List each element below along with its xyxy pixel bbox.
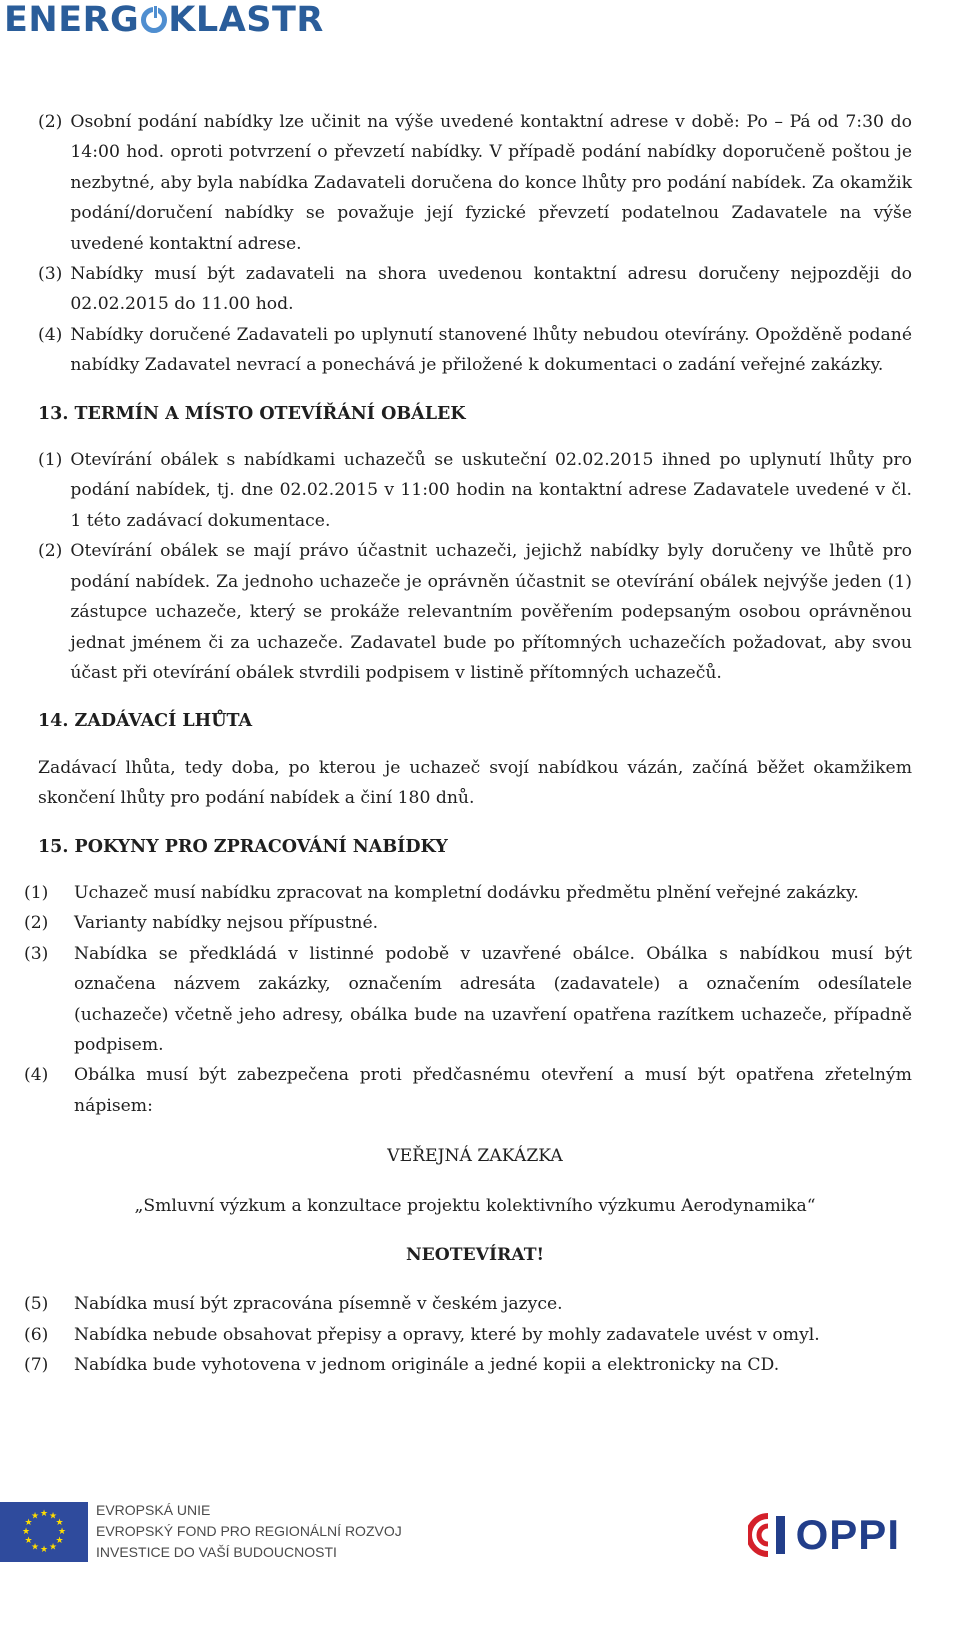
- svg-text:★: ★: [21, 1527, 31, 1537]
- oppi-logo: [748, 1510, 900, 1560]
- svg-text:★: ★: [39, 1545, 49, 1555]
- item-number: (4): [24, 1065, 49, 1086]
- item-text: Obálka musí být zabezpečena proti předčasnému otevření a musí být opatřena zřetelným nápisem:: [74, 1065, 912, 1116]
- svg-text:★: ★: [24, 1536, 33, 1546]
- item-number: (4): [38, 324, 63, 345]
- eu-line: INVESTICE DO VAŠÍ BUDOUCNOSTI: [96, 1544, 337, 1560]
- section-15-list: [24, 878, 912, 1121]
- item-number: (5): [24, 1294, 49, 1315]
- oppi-mark-icon: [748, 1510, 792, 1560]
- item-text: Nabídky musí být zadavateli na shora uvedenou kontaktní adresu doručeny nejpozději do 02.02.2015 do 11.00 hod.: [70, 264, 912, 315]
- section-14-heading: 14. ZADÁVACÍ LHŮTA: [38, 711, 253, 732]
- eu-funding-text: [96, 1500, 402, 1563]
- item-number: (2): [38, 112, 63, 132]
- envelope-warning: NEOTEVÍRAT!: [405, 1245, 545, 1265]
- document-body: [24, 107, 912, 1381]
- item-number: (3): [38, 264, 63, 285]
- envelope-project-name: „Smluvní výzkum a konzultace projektu kolektivního výzkumu Aerodynamika“: [134, 1195, 816, 1216]
- list-item: [24, 939, 912, 1061]
- logo-text-part-2: KLASTR: [168, 0, 324, 40]
- eu-flag-icon: [0, 1502, 88, 1562]
- item-number: (3): [24, 943, 49, 964]
- svg-text:★: ★: [30, 1542, 40, 1553]
- item-number: (1): [24, 882, 49, 903]
- intro-list: [38, 107, 912, 381]
- svg-text:★: ★: [30, 1511, 40, 1522]
- item-number: (2): [38, 541, 63, 562]
- eu-line: EVROPSKÝ FOND PRO REGIONÁLNÍ ROZVOJ: [96, 1523, 402, 1539]
- energoklastr-logo: [4, 0, 324, 40]
- section-13-list: [38, 445, 912, 688]
- item-text: Uchazeč musí nabídku zpracovat na kompletní dodávku předmětu plnění veřejné zakázky.: [74, 882, 859, 903]
- item-number: (6): [24, 1324, 49, 1345]
- svg-text:★: ★: [48, 1511, 58, 1522]
- oppi-text: OPPI: [795, 1511, 900, 1558]
- svg-text:★: ★: [55, 1536, 64, 1546]
- item-text: Nabídka se předkládá v listinné podobě v uzavřené obálce. Obálka s nabídkou musí být označena názvem zakázky, označením adresáta (zadavatele) a označením odesílatele (uchazeče) včetně jeho adresy, obálka bude na uzavření opatřena razítkem uchazeče, případně podpisem.: [74, 943, 912, 1055]
- item-number: (2): [24, 913, 49, 934]
- list-item: [38, 320, 912, 381]
- svg-text:★: ★: [39, 1509, 49, 1519]
- item-text: Nabídky doručené Zadavateli po uplynutí stanovené lhůty nebudou otevírány. Opožděně podané nabídky Zadavatel nevrací a ponechává je přiložené k dokumentaci o zadání veřejné zakázky.: [70, 324, 912, 376]
- list-item: [24, 1289, 912, 1319]
- section-13-heading: 13. TERMÍN A MÍSTO OTEVÍŘÁNÍ OBÁLEK: [38, 403, 466, 424]
- item-text: Otevírání obálek s nabídkami uchazečů se uskuteční 02.02.2015 ihned po uplynutí lhůty pro podání nabídek, tj. dne 02.02.2015 v 11:00 hodin na kontaktní adrese Zadavatele uvedené v čl. 1 této zadávací dokumentace.: [70, 450, 912, 531]
- item-text: Otevírání obálek se mají právo účastnit uchazeči, jejichž nabídky byly doručeny ve lhůtě pro podání nabídek. Za jednoho uchazeče je oprávněn účastnit se otevírání obálek nejvýše jeden (1) zástupce uchazeče, který se prokáže relevantním pověřením podepsaným osobou oprávněnou jednat jménem či za uchazeče. Zadavatel bude po přítomných uchazečích požadovat, aby svou účast při otevírání obálek stvrdili podpisem v listině přítomných uchazečů.: [70, 541, 912, 683]
- svg-text:★: ★: [57, 1527, 67, 1537]
- svg-text:★: ★: [55, 1518, 64, 1528]
- section-15-list-continued: [24, 1289, 912, 1380]
- item-text: Osobní podání nabídky lze učinit na výše uvedené kontaktní adrese v době: Po – Pá od 7:30 do 14:00 hod. oproti potvrzení o převzetí nabídky. V případě podání nabídky doporučeně poštou je nezbytné, aby byla nabídka Zadavateli doručena do konce lhůty pro podání nabídek. Za okamžik podání/doručení nabídky se považuje její fyzické převzetí podatelnou Zadavatele na výše uvedené kontaktní adrese.: [70, 112, 912, 254]
- list-item: [24, 1320, 912, 1350]
- list-item: [38, 445, 912, 536]
- svg-text:★: ★: [24, 1518, 33, 1528]
- section-14-text: Zadávací lhůta, tedy doba, po kterou je uchazeč svojí nabídkou vázán, začíná běžet okamžikem skončení lhůty pro podání nabídek a činí 180 dnů.: [38, 757, 912, 809]
- logo-text-part-1: ENERG: [4, 0, 140, 40]
- power-icon: [141, 7, 167, 33]
- list-item: [38, 536, 912, 688]
- item-text: Varianty nabídky nejsou přípustné.: [74, 913, 379, 934]
- item-number: (7): [24, 1355, 49, 1376]
- item-text: Nabídka nebude obsahovat přepisy a opravy, které by mohly zadavatele uvést v omyl.: [74, 1324, 820, 1345]
- envelope-title: VEŘEJNÁ ZAKÁZKA: [387, 1146, 563, 1167]
- item-number: (1): [38, 450, 63, 471]
- list-item: [24, 1060, 912, 1121]
- list-item: [38, 107, 912, 259]
- list-item: [38, 259, 912, 320]
- list-item: [24, 908, 912, 938]
- svg-text:★: ★: [48, 1542, 58, 1553]
- list-item: [24, 1350, 912, 1380]
- list-item: [24, 878, 912, 908]
- item-text: Nabídka bude vyhotovena v jednom originále a jedné kopii a elektronicky na CD.: [74, 1355, 780, 1376]
- item-text: Nabídka musí být zpracována písemně v českém jazyce.: [74, 1294, 563, 1315]
- section-15-heading: 15. POKYNY PRO ZPRACOVÁNÍ NABÍDKY: [38, 836, 448, 857]
- eu-line: EVROPSKÁ UNIE: [96, 1502, 211, 1518]
